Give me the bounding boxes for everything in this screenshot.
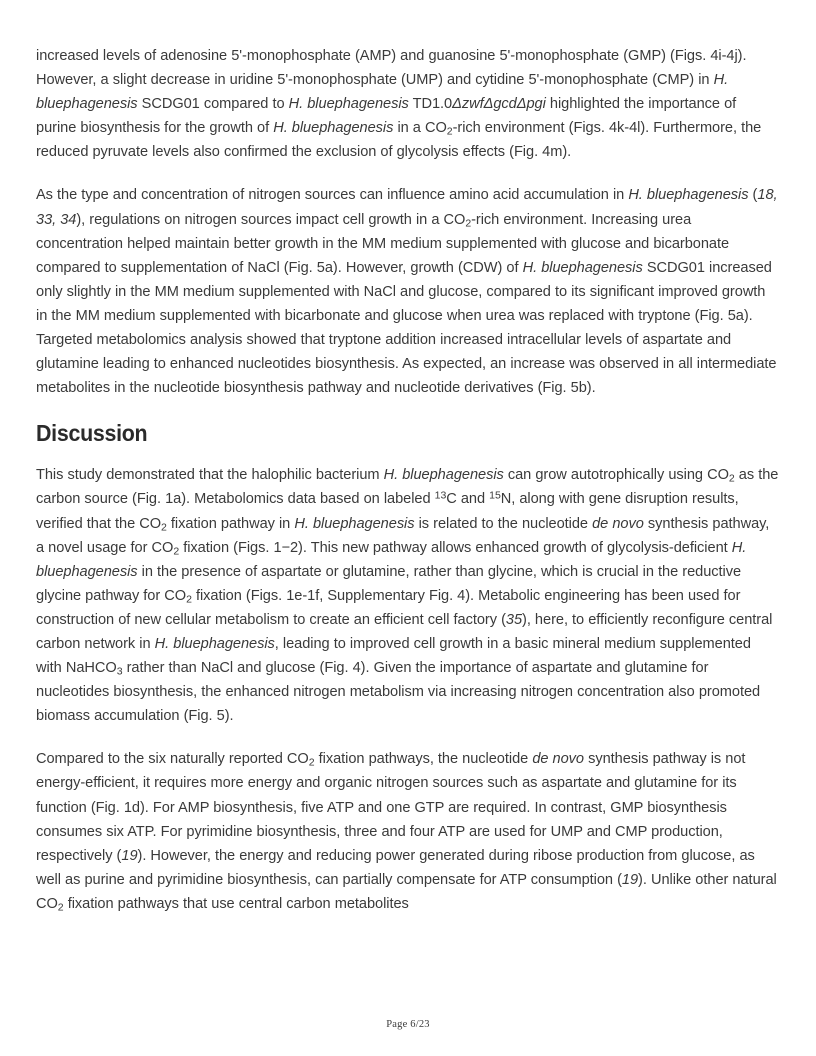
section-heading-discussion: Discussion [36, 420, 148, 447]
species-name: H. bluephagenesis [288, 96, 409, 113]
paragraph-nitrogen-sources: As the type and concentration of nitrogen sources can influence amino acid accumulation in H. bluephagenesis (18, 33, 34), regulations on nitrogen sources impact cell growth in a $CO_2$-rich environment. Increasing urea concentration helped maintain better growth in the MM medium supplemented with glucose and bicarbonate compared to supplementation of NaCl (Fig. 5a). However, growth (CDW) of H. bluephagenesis SCDG01 increased only slightly in the MM medium supplemented with NaCl and glucose, compared to its significant improved growth in the MM medium supplemented with bicarbonate and glucose when urea was replaced with tryptone (Fig. 5a). Targeted metabolomics analysis showed that tryptone addition increased intracellular levels of aspartate and glutamine leading to enhanced nucleotides biosynthesis. As expected, an increase was observed in all intermediate metabolites in the nucleotide biosynthesis pathway and nucleotide derivatives (Fig. 5b). [36, 187, 778, 397]
species-name: H. bluephagenesis [154, 635, 275, 652]
de-novo-term: de novo [532, 751, 584, 768]
species-name: H. bluephagenesis [36, 72, 729, 113]
reference-citation: 35 [505, 611, 523, 628]
species-name: H. bluephagenesis [628, 187, 749, 204]
reference-citation: 19 [621, 871, 639, 888]
paragraph-energy-efficiency: Compared to the six naturally reported $CO_2$ fixation pathways, the nucleotide de novo synthesis pathway is not energy-efficient, it requires more energy and organic nitrogen sources such as aspartate and glutamine for its function (Fig. 1d). For AMP biosynthesis, five ATP and one GTP are required. In contrast, GMP biosynthesis consumes six ATP. For pyrimidine biosynthesis, three and four ATP are used for UMP and CMP production, respectively (19). However, the energy and reducing power generated during ribose production from glucose, as well as purine and pyrimidine biosynthesis, can partially compensate for ATP consumption (19). Unlike other natural $CO_2$ fixation pathways that use central carbon metabolites [36, 751, 777, 914]
species-name: H. bluephagenesis [383, 467, 504, 484]
species-name: H. bluephagenesis [36, 539, 747, 580]
subscript-2: 2 [308, 756, 315, 769]
subscript-2: 2 [728, 472, 735, 485]
paragraph-text: increased levels of adenosine 5'-monophosphate (AMP) and guanosine 5'-monophosphate (GMP) (Figs. 4i-4j). However, a slight decrease in uridine 5'-monophosphate (UMP) and cytidine 5'-monophosphate (CMP) in [36, 48, 747, 89]
species-name: H. bluephagenesis [522, 259, 643, 276]
subscript-2: 2 [173, 544, 180, 557]
subscript-3: 3 [116, 665, 123, 678]
subscript-2: 2 [186, 593, 192, 606]
species-name: H. bluephagenesis [273, 120, 394, 137]
reference-citation: 18, 33, 34 [36, 187, 778, 228]
paragraph-nucleotide-levels: increased levels of adenosine 5'-monophosphate (AMP) and guanosine 5'-monophosphate (GMP) (Figs. 4i-4j). However, a slight decrease in uridine 5'-monophosphate (UMP) and cytidine 5'-monophosphate (CMP) in H. bluephagenesis SCDG01 compared to H. bluephagenesis TD1.0ΔzwfΔgcdΔpgi highlighted the importance of purine biosynthesis for the growth of H. bluephagenesis in a $CO_2$-rich environment (Figs. 4k-4l). Furthermore, the reduced pyruvate levels also confirmed the exclusion of glycolysis effects (Fig. 4m). [36, 48, 762, 161]
genotype-deletions: ΔzwfΔgcdΔpgi [452, 96, 546, 113]
species-name: H. bluephagenesis [294, 515, 415, 532]
de-novo-term: de novo [592, 515, 644, 532]
subscript-2: 2 [465, 216, 472, 229]
subscript-2: 2 [161, 520, 167, 533]
page-content [36, 44, 780, 916]
paragraph-discussion-summary: This study demonstrated that the halophilic bacterium H. bluephagenesis can grow autotrophically using $CO_2$ as the carbon source (Fig. 1a). Metabolomics data based on labeled $^{13}$C and $^{15}$N, along with gene disruption results, verified that the $CO_2$ fixation pathway in H. bluephagenesis is related to the nucleotide de novo synthesis pathway, a novel usage for $CO_2$ fixation (Figs. 1−2). This new pathway allows enhanced growth of glycolysis-deficient H. bluephagenesis in the presence of aspartate or glutamine, rather than glycine, which is crucial in the reductive glycine pathway for $CO_2$ fixation (Figs. 1e-1f, Supplementary Fig. 4). Metabolic engineering has been used for construction of new cellular metabolism to create an efficient cell factory (35), here, to efficiently reconfigure central carbon network in H. bluephagenesis, leading to improved cell growth in a basic mineral medium supplemented with NaHCO$_3$ rather than NaCl and glucose (Fig. 4). Given the importance of aspartate and glutamine for nucleotides biosynthesis, the enhanced nitrogen metabolism via increasing nitrogen concentration also promoted biomass accumulation (Fig. 5). [36, 467, 779, 725]
page-footer: Page 6/23 [386, 1019, 430, 1030]
superscript-15: 15 [489, 489, 501, 502]
superscript-13: 13 [434, 489, 447, 502]
reference-citation: 19 [121, 847, 138, 864]
subscript-2: 2 [57, 901, 64, 914]
subscript-2: 2 [446, 125, 453, 138]
